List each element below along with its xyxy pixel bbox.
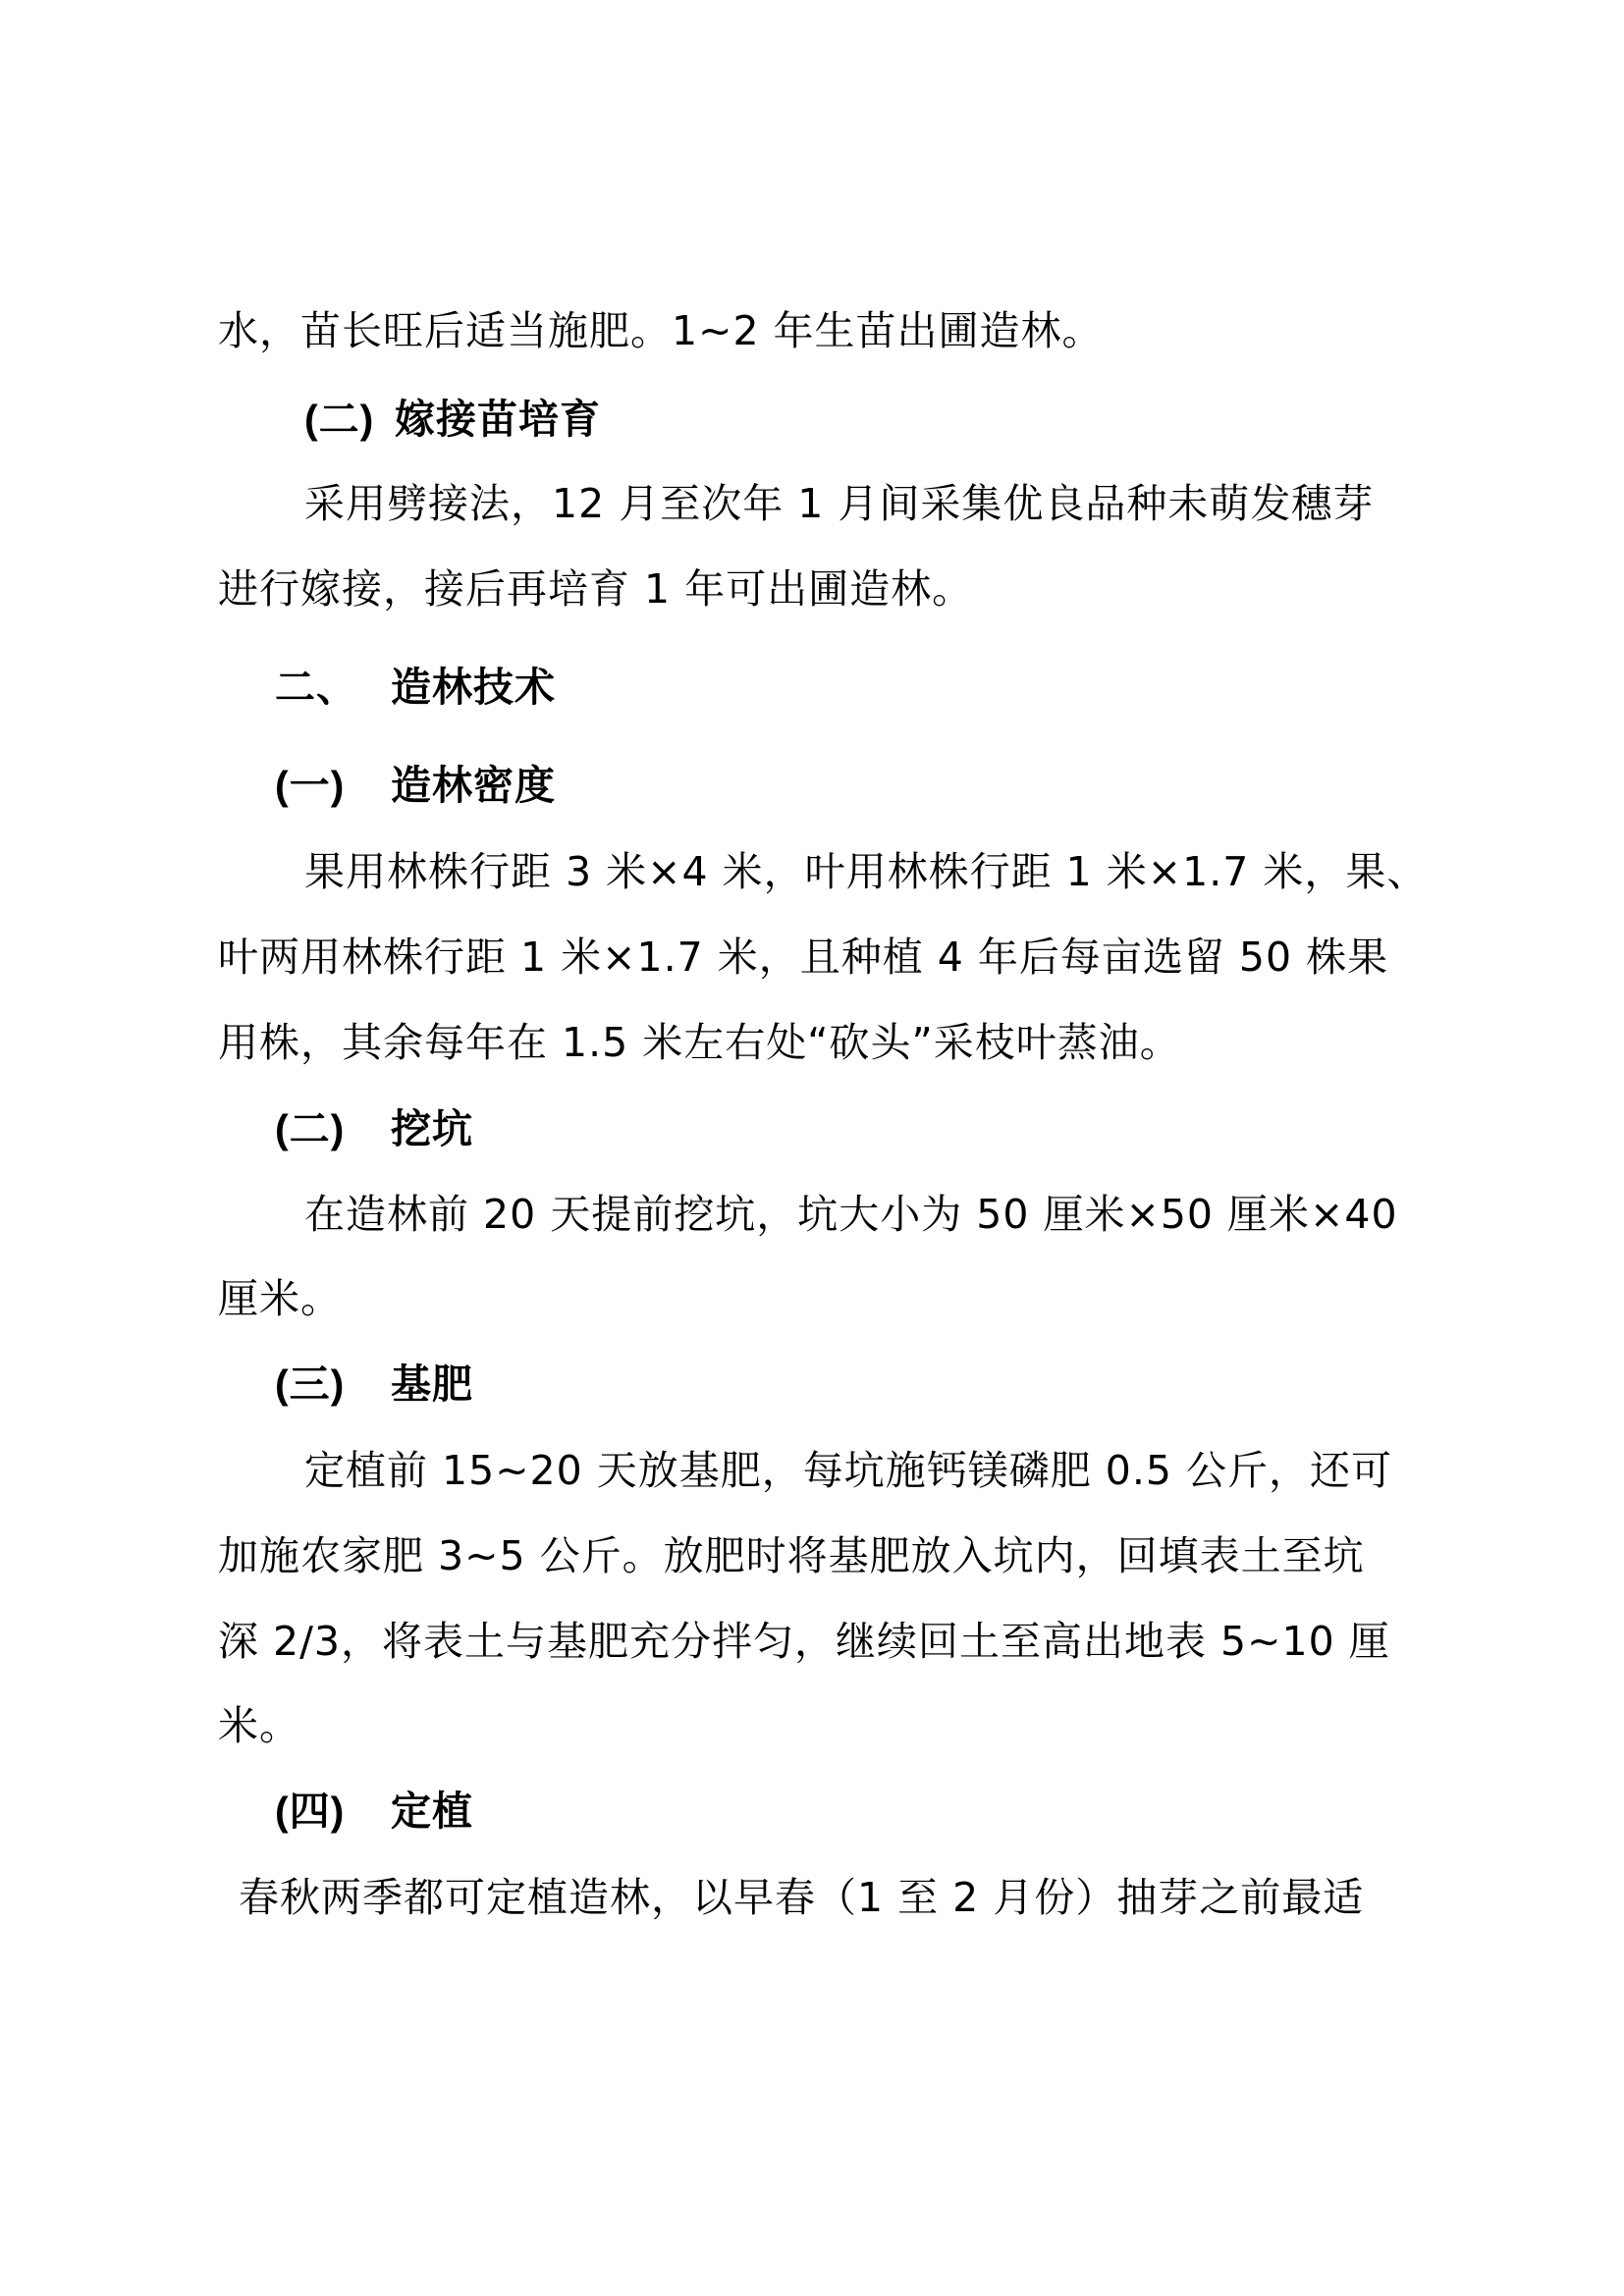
body-line: 采用劈接法，12 月至次年 1 月间采集优良品种未萌发穗芽 (304, 480, 1375, 527)
body-line: 深 2/3，将表土与基肥充分拌匀，继续回土至高出地表 5~10 厘 (218, 1618, 1390, 1665)
heading-title: 造林密度 (391, 763, 556, 808)
body-line: 加施农家肥 3~5 公斤。放肥时将基肥放入坑内，回填表土至坑 (218, 1532, 1365, 1579)
heading-title: 造林技术 (391, 665, 556, 710)
heading-number: 二、 (275, 665, 357, 710)
body-line: 叶两用林株行距 1 米×1.7 米，且种植 4 年后每亩选留 50 株果 (218, 934, 1389, 981)
body-line: 定植前 15~20 天放基肥，每坑施钙镁磷肥 0.5 公斤，还可 (304, 1447, 1393, 1494)
section-heading (275, 756, 556, 815)
heading-title: 定植 (391, 1789, 473, 1834)
section-heading (275, 1782, 473, 1841)
heading-number: (一) (275, 763, 346, 808)
body-line: 在造林前 20 天提前挖坑，坑大小为 50 厘米×50 厘米×40 (304, 1191, 1398, 1238)
section-heading (275, 1355, 473, 1414)
heading-title: 嫁接苗培育 (395, 397, 601, 442)
body-line: 水，苗长旺后适当施肥。1~2 年生苗出圃造林。 (218, 307, 1104, 354)
body-line: 果用林株行距 3 米×4 米，叶用林株行距 1 米×1.7 米，果、 (304, 848, 1429, 895)
section-heading (275, 658, 556, 717)
body-line: 米。 (218, 1702, 300, 1749)
body-line: 春秋两季都可定植造林，以早春（1 至 2 月份）抽芽之前最适 (239, 1874, 1365, 1921)
section-heading (275, 1099, 473, 1158)
heading-number: (三) (275, 1362, 346, 1407)
heading-title: 挖坑 (391, 1106, 473, 1151)
heading-number: (二) (275, 1106, 346, 1151)
heading-number: (四) (275, 1789, 346, 1834)
heading-title: 基肥 (391, 1362, 473, 1407)
body-line: 进行嫁接，接后再培育 1 年可出圃造林。 (218, 565, 974, 613)
heading-number: (二) (304, 397, 375, 442)
section-heading (304, 390, 601, 449)
body-line: 厘米。 (218, 1275, 342, 1322)
body-line: 用株，其余每年在 1.5 米左右处“砍头”采枝叶蒸油。 (218, 1019, 1181, 1066)
